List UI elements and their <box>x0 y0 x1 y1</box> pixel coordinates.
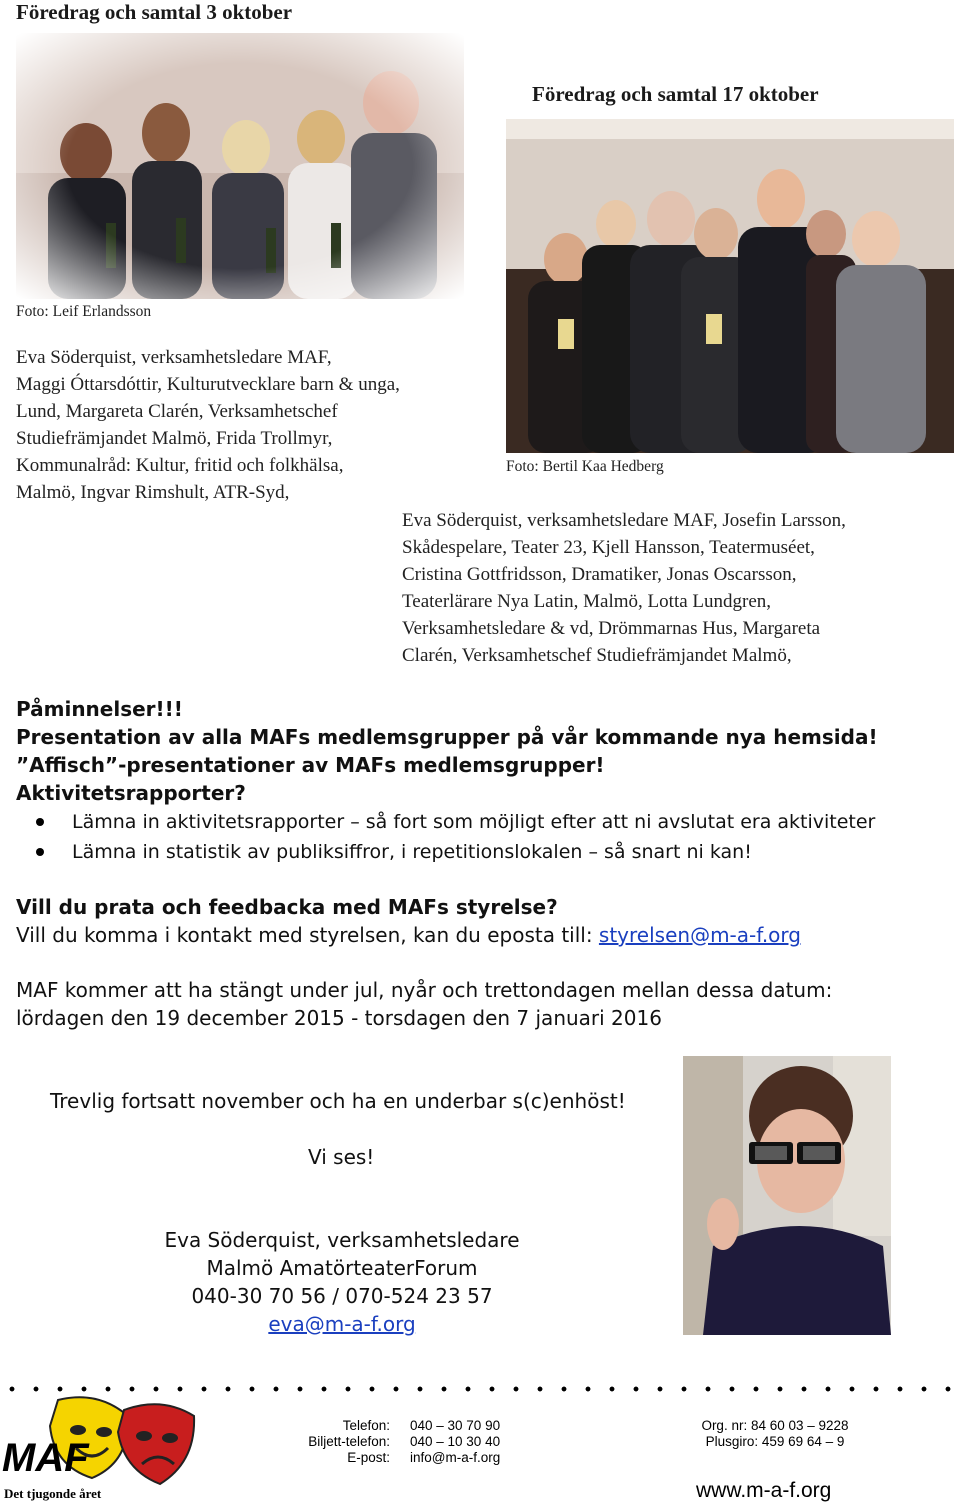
board-email-link[interactable]: styrelsen@m-a-f.org <box>598 923 801 947</box>
greeting-see-you: Vi ses! <box>308 1145 375 1169</box>
closed-notice <box>16 976 956 1032</box>
reminder-bullets <box>0 807 956 867</box>
footer-phone: 040 – 30 70 90 <box>410 1418 501 1433</box>
footer-label-ticket: Biljett-telefon: <box>308 1434 390 1449</box>
caption-line: Studiefrämjandet Malmö, Frida Trollmyr, <box>16 428 333 449</box>
signature-phones: 040-30 70 56 / 070-524 23 57 <box>191 1284 493 1308</box>
contact-question: Vill du prata och feedbacka med MAFs styrelse? <box>16 895 558 919</box>
closed-line: MAF kommer att ha stängt under jul, nyår och trettondagen mellan dessa datum: <box>16 978 833 1002</box>
signature-name: Eva Söderquist, verksamhetsledare <box>164 1228 520 1252</box>
caption-line: Kommunalråd: Kultur, fritid och folkhälsa, <box>16 455 344 476</box>
footer-label-email: E-post: <box>347 1450 390 1465</box>
reminder-line: Presentation av alla MAFs medlemsgrupper på vår kommande nya hemsida! <box>16 725 878 749</box>
contact-text-label: Vill du komma i kontakt med styrelsen, kan du eposta till: <box>16 923 599 947</box>
caption-line: Cristina Gottfridsson, Dramatiker, Jonas Oscarsson, <box>402 564 797 585</box>
reminders-section <box>16 695 956 867</box>
caption-line: Maggi Óttarsdóttir, Kulturutvecklare barn & unga, <box>16 374 400 395</box>
reminder-line: Aktivitetsrapporter? <box>16 781 246 805</box>
footer-org-info <box>690 1418 860 1450</box>
caption-line: Verksamhetsledare & vd, Drömmarnas Hus, Margareta <box>402 618 821 639</box>
left-photo-credit: Foto: Leif Erlandsson <box>16 303 152 320</box>
bullet-item <box>0 837 956 867</box>
logo-text: MAF <box>2 1436 89 1480</box>
contact-board-section <box>16 893 956 949</box>
greeting-line: Trevlig fortsatt november och ha en underbar s(c)enhöst! <box>50 1089 626 1113</box>
bullet-text: Lämna in aktivitetsrapporter – så fort som möjligt efter att ni avslutat era aktiviteter <box>72 811 876 833</box>
footer-labels <box>270 1418 390 1466</box>
bullet-dot <box>36 848 44 856</box>
signature-email-link[interactable]: eva@m-a-f.org <box>268 1312 416 1336</box>
bullet-text: Lämna in statistik av publiksiffror, i repetitionslokalen – så snart ni kan! <box>72 841 752 863</box>
footer-website[interactable]: www.m-a-f.org <box>696 1479 832 1502</box>
footer-email: info@m-a-f.org <box>410 1450 501 1465</box>
caption-line: Malmö, Ingvar Rimshult, ATR-Syd, <box>16 482 290 503</box>
right-caption <box>402 507 952 669</box>
footer-label-phone: Telefon: <box>342 1418 390 1433</box>
group-photo-3-october <box>16 33 464 299</box>
bullet-item <box>0 807 956 837</box>
left-heading: Föredrag och samtal 3 oktober <box>16 0 293 24</box>
reminders-title: Påminnelser!!! <box>16 697 183 721</box>
maf-logo <box>0 1392 200 1504</box>
caption-line: Clarén, Verksamhetschef Studiefrämjandet Malmö, <box>402 645 792 666</box>
left-caption <box>16 344 486 506</box>
right-heading: Föredrag och samtal 17 oktober <box>532 82 819 106</box>
signature-org: Malmö AmatörteaterForum <box>206 1256 478 1280</box>
bullet-dot <box>36 818 44 826</box>
caption-line: Eva Söderquist, verksamhetsledare MAF, Josefin Larsson, <box>402 510 846 531</box>
signature-block <box>100 1226 584 1338</box>
footer-org-nr: Org. nr: 84 60 03 – 9228 <box>701 1418 849 1433</box>
closed-dates: lördagen den 19 december 2015 - torsdagen den 7 januari 2016 <box>16 1006 662 1030</box>
caption-line: Lund, Margareta Clarén, Verksamhetschef <box>16 401 338 422</box>
caption-line: Eva Söderquist, verksamhetsledare MAF, <box>16 347 332 368</box>
portrait-photo <box>683 1056 891 1335</box>
logo-tagline: Det tjugonde året <box>4 1486 102 1501</box>
contact-text <box>16 921 956 949</box>
group-photo-17-october <box>506 119 954 453</box>
caption-line: Skådespelare, Teater 23, Kjell Hansson, Teatermuséet, <box>402 537 815 558</box>
footer-ticket-phone: 040 – 10 30 40 <box>410 1434 501 1449</box>
footer-plusgiro: Plusgiro: 459 69 64 – 9 <box>705 1434 845 1449</box>
right-photo-credit: Foto: Bertil Kaa Hedberg <box>506 458 664 475</box>
footer-values <box>410 1418 570 1466</box>
caption-line: Teaterlärare Nya Latin, Malmö, Lotta Lundgren, <box>402 591 772 612</box>
reminder-line: ”Affisch”-presentationer av MAFs medlemsgrupper! <box>16 753 605 777</box>
